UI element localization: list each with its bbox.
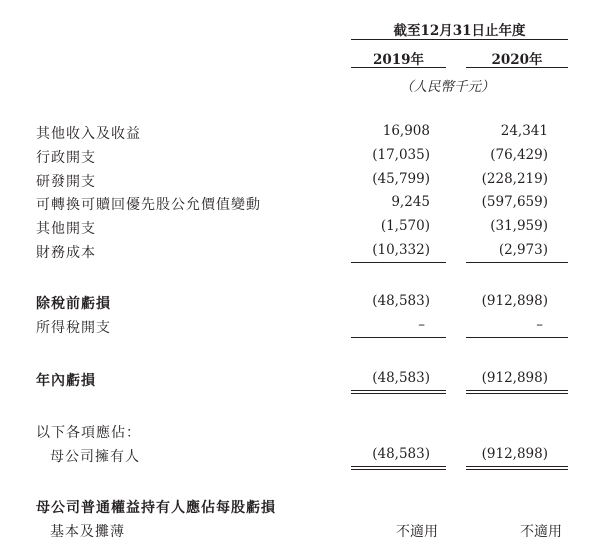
row-value-2019-income-tax: – bbox=[418, 317, 425, 333]
row-value-2019-admin-expenses: (17,035) bbox=[372, 147, 430, 163]
subtotal-rule-2020 bbox=[466, 262, 568, 263]
row-value-2019-rd-expenses: (45,799) bbox=[372, 171, 430, 187]
owners-rule-2019-top bbox=[351, 466, 446, 467]
period-title: 截至12月31日止年度 bbox=[393, 23, 526, 39]
row-value-2020-basic-diluted: 不適用 bbox=[520, 524, 562, 540]
row-value-2020-other-income: 24,341 bbox=[500, 123, 548, 139]
row-label-owners-of-parent: 母公司擁有人 bbox=[50, 449, 140, 465]
row-label-loss-per-share: 母公司普通權益持有人應佔每股虧損 bbox=[36, 500, 276, 516]
row-value-2019-loss-for-year: (48,583) bbox=[372, 370, 430, 386]
row-value-2020-loss-before-tax: (912,898) bbox=[481, 293, 548, 309]
row-value-2019-other-expenses: (1,570) bbox=[380, 218, 430, 234]
row-label-attributable-to: 以下各項應佔： bbox=[36, 425, 141, 441]
header-rule-2020 bbox=[466, 67, 568, 68]
total-rule-2019-bottom bbox=[351, 393, 446, 394]
row-label-income-tax: 所得稅開支 bbox=[36, 320, 111, 336]
row-value-2019-fair-value-change: 9,245 bbox=[391, 194, 430, 210]
subtotal-rule-2019 bbox=[351, 262, 446, 263]
total-rule-2020-top bbox=[466, 390, 568, 391]
tax-rule-2019 bbox=[351, 337, 446, 338]
row-label-fair-value-change: 可轉換可贖回優先股公允價值變動 bbox=[36, 197, 261, 213]
row-value-2019-owners-of-parent: (48,583) bbox=[372, 446, 430, 462]
row-value-2020-income-tax: – bbox=[536, 317, 543, 333]
row-value-2020-rd-expenses: (228,219) bbox=[481, 171, 548, 187]
row-value-2019-loss-before-tax: (48,583) bbox=[372, 293, 430, 309]
owners-rule-2019-bottom bbox=[351, 469, 446, 470]
owners-rule-2020-top bbox=[466, 466, 568, 467]
unit-label: （人民幣千元） bbox=[400, 79, 495, 95]
row-value-2019-other-income: 16,908 bbox=[382, 123, 430, 139]
tax-rule-2020 bbox=[466, 337, 568, 338]
row-value-2020-admin-expenses: (76,429) bbox=[490, 147, 548, 163]
row-label-basic-diluted: 基本及攤薄 bbox=[50, 524, 125, 540]
column-header-2020: 2020年 bbox=[491, 52, 543, 68]
row-label-other-expenses: 其他開支 bbox=[36, 221, 96, 237]
row-label-other-income: 其他收入及收益 bbox=[36, 126, 141, 142]
row-value-2020-finance-costs: (2,973) bbox=[498, 242, 548, 258]
row-value-2020-loss-for-year: (912,898) bbox=[481, 370, 548, 386]
row-label-loss-before-tax: 除稅前虧損 bbox=[36, 296, 111, 312]
row-value-2020-fair-value-change: (597,659) bbox=[481, 194, 548, 210]
total-rule-2020-bottom bbox=[466, 393, 568, 394]
row-value-2020-owners-of-parent: (912,898) bbox=[481, 446, 548, 462]
row-value-2019-basic-diluted: 不適用 bbox=[396, 524, 438, 540]
column-header-2019: 2019年 bbox=[372, 52, 425, 68]
header-rule bbox=[351, 39, 568, 40]
row-label-loss-for-year: 年內虧損 bbox=[36, 373, 96, 389]
total-rule-2019-top bbox=[351, 390, 446, 391]
row-value-2019-finance-costs: (10,332) bbox=[372, 242, 430, 258]
header-rule-2019 bbox=[351, 67, 446, 68]
row-label-rd-expenses: 研發開支 bbox=[36, 174, 96, 190]
row-label-admin-expenses: 行政開支 bbox=[36, 150, 96, 166]
row-label-finance-costs: 財務成本 bbox=[36, 245, 96, 261]
row-value-2020-other-expenses: (31,959) bbox=[490, 218, 548, 234]
owners-rule-2020-bottom bbox=[466, 469, 568, 470]
